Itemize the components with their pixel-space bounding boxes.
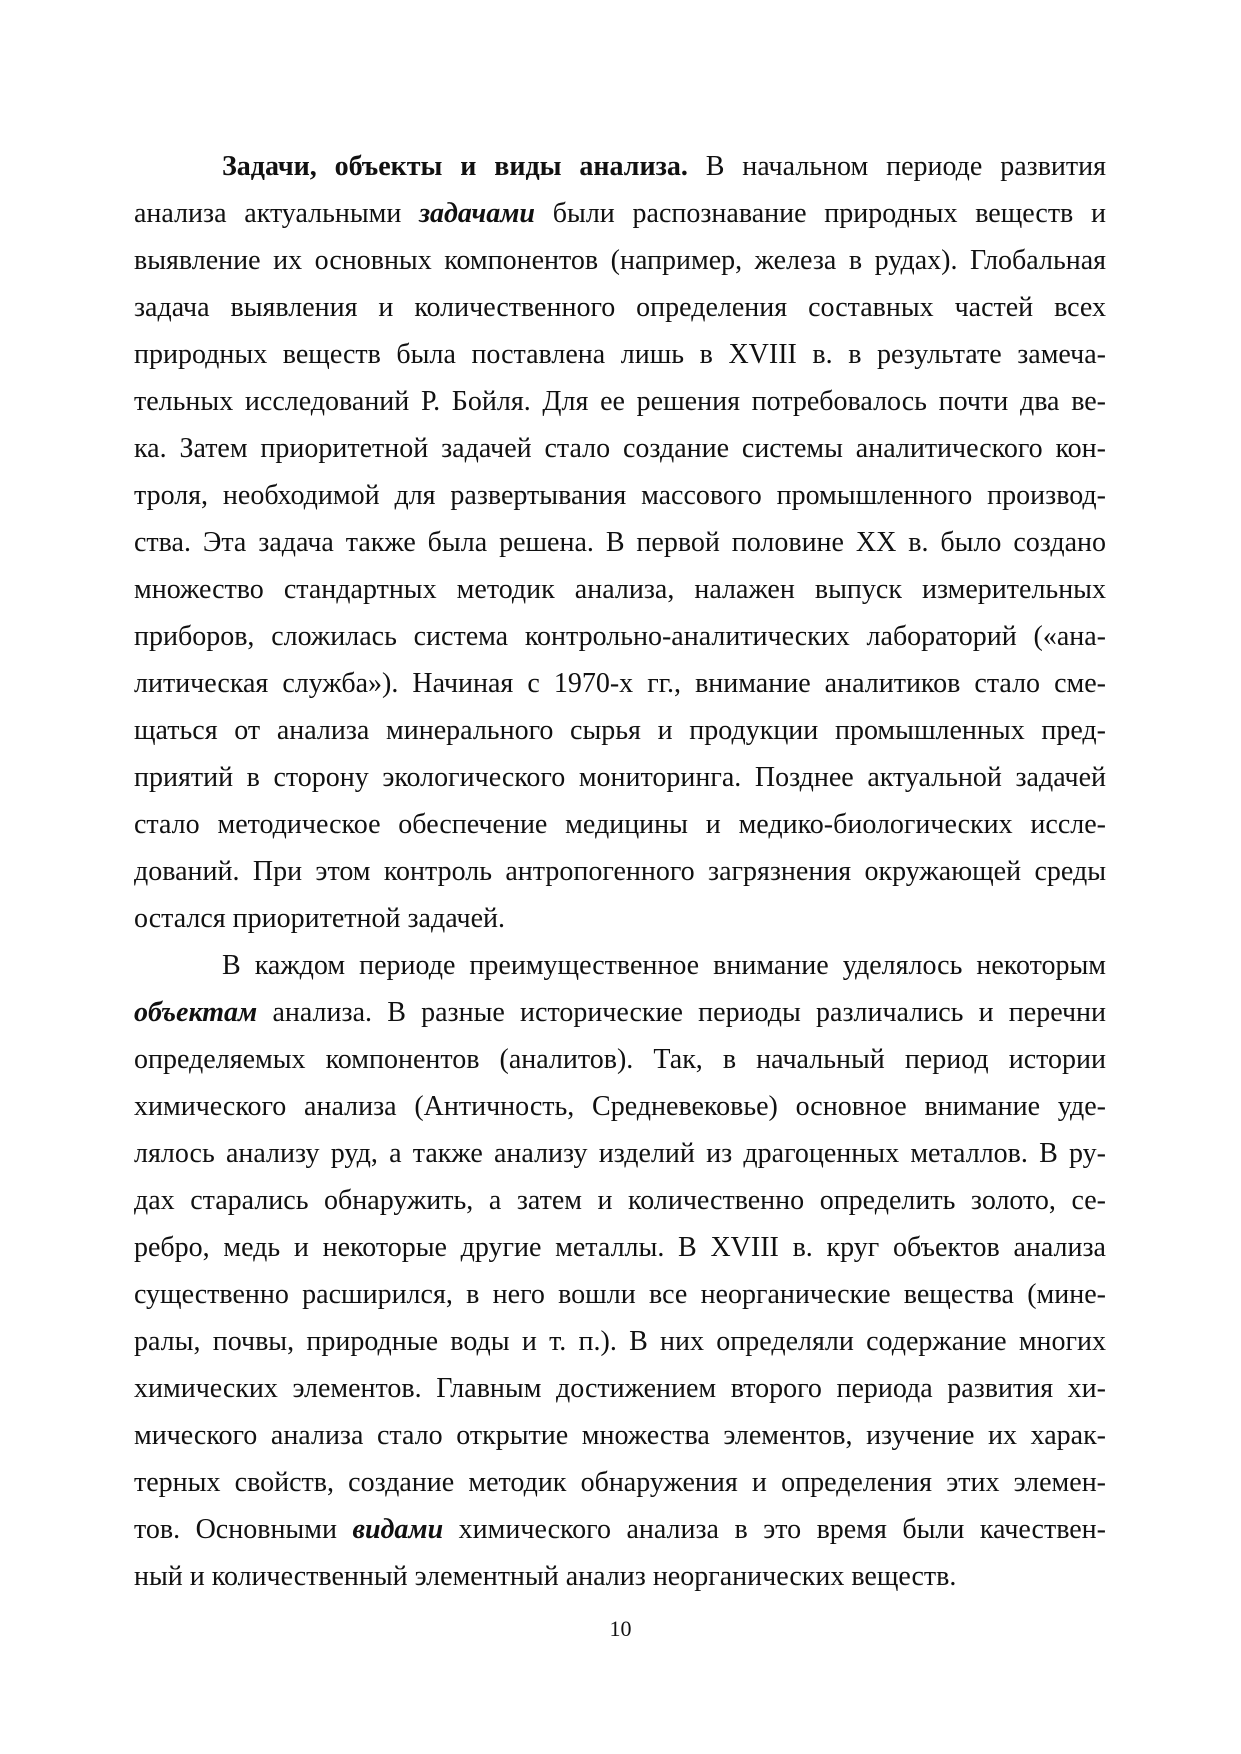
emphasis-term: объектам: [134, 997, 258, 1028]
text-line: химических элементов. Главным достижением второго периода развития хи-: [134, 1373, 1106, 1404]
text-line: химического анализа (Античность, Средневековье) основное внимание уде-: [134, 1091, 1106, 1122]
text-line: литическая служба»). Начиная с 1970-х гг., внимание аналитиков стало сме-: [134, 668, 1106, 699]
paragraph-1: [134, 143, 1106, 942]
text-line: остался приоритетной задачей.: [134, 903, 506, 934]
text-line: объектам анализа. В разные исторические периоды различались и перечни: [134, 997, 1106, 1028]
body-text: [134, 143, 1106, 1600]
text-line: существенно расширился, в него вошли все неорганические вещества (мине-: [134, 1279, 1106, 1310]
text-line: приборов, сложилась система контрольно-аналитических лабораторий («ана-: [134, 621, 1106, 652]
emphasis-term: видами: [352, 1514, 444, 1545]
paragraph-2: [134, 942, 1106, 1600]
section-heading: Задачи, объекты и виды анализа.: [222, 151, 688, 182]
text-line: щаться от анализа минерального сырья и продукции промышленных пред-: [134, 715, 1106, 746]
text-line: природных веществ была поставлена лишь в XVIII в. в результате замеча-: [134, 339, 1106, 370]
text-line: Задачи, объекты и виды анализа. В начальном периоде развития: [222, 151, 1106, 182]
emphasis-term: задачами: [419, 198, 536, 229]
text-line: определяемых компонентов (аналитов). Так, в начальный период истории: [134, 1044, 1106, 1075]
page-number: 10: [609, 1616, 632, 1641]
text-line: ный и количественный элементный анализ неорганических веществ.: [134, 1561, 957, 1592]
text-line: ребро, медь и некоторые другие металлы. В XVIII в. круг объектов анализа: [134, 1232, 1106, 1263]
text-line: анализа актуальными задачами были распознавание природных веществ и: [134, 198, 1107, 229]
text-line: приятий в сторону экологического мониторинга. Позднее актуальной задачей: [134, 762, 1106, 793]
text-line: стало методическое обеспечение медицины и медико-биологических иссле-: [134, 809, 1106, 840]
text-line: дований. При этом контроль антропогенного загрязнения окружающей среды: [134, 856, 1106, 887]
text-line: выявление их основных компонентов (например, железа в рудах). Глобальная: [134, 245, 1106, 276]
text-line: лялось анализу руд, а также анализу изделий из драгоценных металлов. В ру-: [134, 1138, 1106, 1169]
text-line: В каждом периоде преимущественное внимание уделялось некоторым: [222, 950, 1106, 981]
text-line: тов. Основными видами химического анализа в это время были качествен-: [134, 1514, 1106, 1545]
text-line: троля, необходимой для развертывания массового промышленного производ-: [134, 480, 1106, 511]
text-line: ства. Эта задача также была решена. В первой половине XX в. было создано: [134, 527, 1106, 558]
text-line: тельных исследований Р. Бойля. Для ее решения потребовалось почти два ве-: [134, 386, 1106, 417]
text-line: мического анализа стало открытие множества элементов, изучение их харак-: [134, 1420, 1106, 1451]
text-line: терных свойств, создание методик обнаружения и определения этих элемен-: [134, 1467, 1106, 1498]
text-line: множество стандартных методик анализа, налажен выпуск измерительных: [134, 574, 1106, 605]
text-line: ка. Затем приоритетной задачей стало создание системы аналитического кон-: [134, 433, 1106, 464]
text-line: задача выявления и количественного определения составных частей всех: [134, 292, 1106, 323]
text-line: дах старались обнаружить, а затем и количественно определить золото, се-: [134, 1185, 1106, 1216]
text-line: ралы, почвы, природные воды и т. п.). В них определяли содержание многих: [134, 1326, 1106, 1357]
